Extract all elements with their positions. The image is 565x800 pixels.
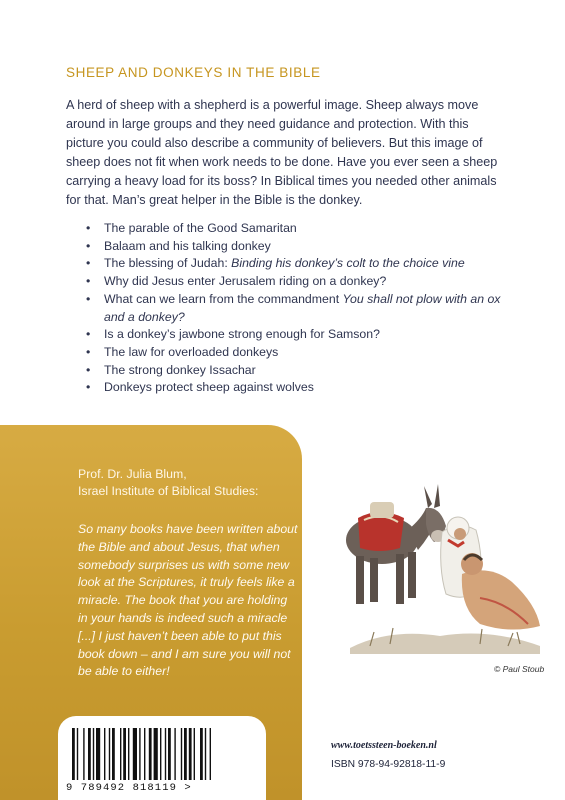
publisher-website: www.toetssteen-boeken.nl [331,740,437,751]
list-item: • The strong donkey Issachar [86,362,256,377]
quote-text: So many books have been written about the Bible and about Jesus, that when somebody surprises us with some new look at the Scriptures, it truly feels like a miracle. The book that you are holding in your hands is indeed such a miracle [...] I just haven’t been able to put this book down – and I am sure you will not be able to either! [78,522,298,679]
list-item: • Balaam and his talking donkey [86,238,271,253]
quote-author: Prof. Dr. Julia Blum, Israel Institute of Biblical Studies: [78,467,259,498]
illustration-credit: © Paul Stoub [494,664,545,674]
isbn: ISBN 978-94-92818-11-9 [331,759,446,770]
barcode [72,728,250,780]
section-title: SHEEP AND DONKEYS IN THE BIBLE [66,65,321,80]
list-item: • The law for overloaded donkeys [86,344,279,359]
barcode-number: 9 789492 818119 > [66,782,192,794]
list-item: • What can we learn from the commandment You shall not plow with an ox and a donkey? [86,291,501,324]
list-item: • The parable of the Good Samaritan [86,221,297,235]
list-item: • Why did Jesus enter Jerusalem riding on a donkey? [86,274,387,289]
list-item: • Donkeys protect sheep against wolves [86,380,314,395]
intro-paragraph: A herd of sheep with a shepherd is a powerful image. Sheep always move around in large groups and they need guidance and protection. With this picture you could also describe a community of believers. But this image of sheep does not fit when work needs to be done. Have you ever seen a sheep carrying a heavy load for its boss? In Biblical times you needed other animals for that. Man’s great helper in the Bible is the donkey. [66,98,498,207]
list-item: • The blessing of Judah: Binding his donkey’s colt to the choice vine [86,256,465,271]
donkey-samaritan-illustration [330,478,558,660]
topic-list [66,220,506,397]
list-item: • Is a donkey’s jawbone strong enough for Samson? [86,327,380,342]
